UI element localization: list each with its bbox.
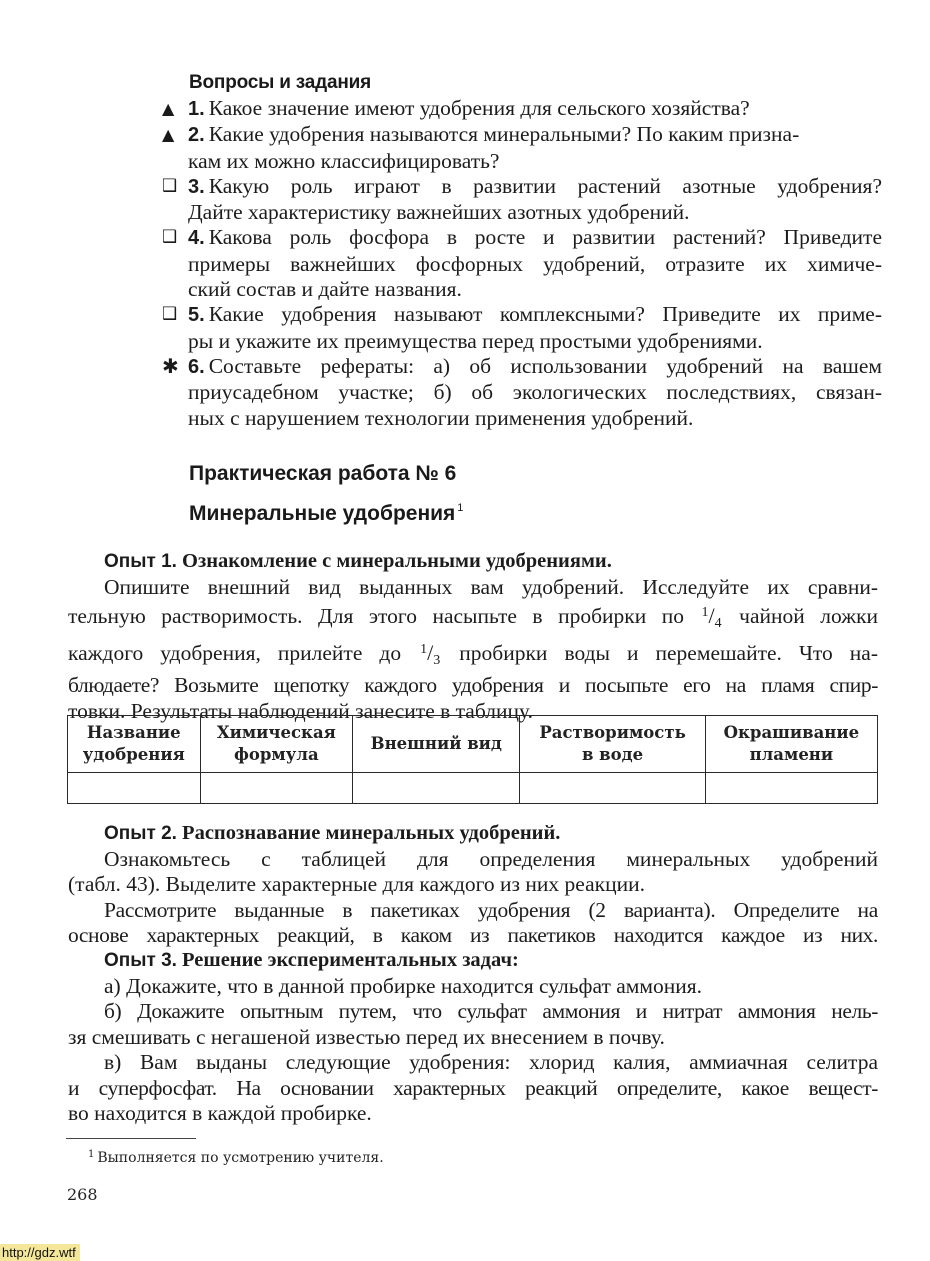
- paragraph-line: и суперфосфат. На основании характерных реакций определите, какое вещест-: [68, 1075, 878, 1100]
- question-item-2: [160, 122, 882, 174]
- table-row: [68, 773, 878, 804]
- square-icon: ❑: [162, 175, 178, 196]
- experiment-1: [68, 549, 878, 724]
- column-header-name: Название удобрения: [68, 716, 201, 773]
- question-number: 6.: [188, 355, 205, 378]
- page-number: 268: [67, 1185, 98, 1204]
- table-cell: [353, 773, 520, 804]
- experiment-title: Решение экспериментальных задач:: [182, 949, 519, 971]
- table-cell: [68, 773, 201, 804]
- paragraph-line: Ознакомьтесь с таблицей для определения минеральных удобрений: [104, 846, 878, 871]
- question-item-3: [160, 174, 882, 226]
- questions-list: [160, 96, 882, 431]
- footnote-mark: 1: [88, 1149, 95, 1160]
- question-text: Дайте характеристику важнейших азотных удобрений.: [188, 200, 690, 225]
- question-number: 2.: [188, 124, 205, 147]
- square-icon: ❑: [162, 227, 178, 248]
- practical-work-subtitle: [189, 502, 463, 526]
- footnote-divider: [66, 1138, 196, 1139]
- experiment-label: Опыт 2.: [104, 823, 177, 844]
- footnote-text: Выполняется по усмотрению учителя.: [97, 1150, 384, 1166]
- table-cell: [705, 773, 877, 804]
- column-header-formula: Химическая формула: [200, 716, 353, 773]
- practical-work-title: Практическая работа № 6: [189, 462, 457, 485]
- paragraph-line: Рассмотрите выданные в пакетиках удобрения (2 варианта). Определите на: [104, 897, 878, 922]
- questions-heading: Вопросы и задания: [189, 72, 372, 93]
- column-header-appearance: Внешний вид: [353, 716, 520, 773]
- experiment-2-heading: [68, 821, 878, 847]
- asterisk-icon: ✱: [162, 353, 179, 378]
- question-item-6: [160, 354, 882, 431]
- question-item-5: [160, 302, 882, 354]
- question-text: приусадебном участке; б) об экологических последствиях, связан-: [188, 380, 882, 405]
- table-cell: [520, 773, 705, 804]
- paragraph-line: в) Вам выданы следующие удобрения: хлорид калия, аммиачная селитра: [104, 1050, 878, 1074]
- question-text: кам их можно классифицировать?: [188, 148, 500, 173]
- question-number: 3.: [188, 175, 205, 198]
- triangle-icon: ▲: [162, 99, 175, 118]
- footnote-reference: 1: [457, 502, 464, 514]
- fraction: 1/4: [701, 603, 722, 631]
- question-text: примеры важнейших фосфорных удобрений, отразите их химиче-: [188, 251, 882, 276]
- observation-table: [67, 715, 878, 804]
- experiment-3-heading: [68, 948, 878, 974]
- paragraph-line: тельную растворимость. Для этого насыпьте в пробирки по 1/4 чайной ложки: [68, 600, 878, 637]
- paragraph-line: каждого удобрения, прилейте до 1/3 пробирки воды и перемешайте. Что на-: [68, 637, 878, 674]
- question-item-4: [160, 225, 882, 302]
- column-header-solubility: Растворимость в воде: [520, 716, 705, 773]
- question-text: Какова роль фосфора в росте и развитии растений? Приведите: [208, 225, 882, 250]
- experiment-label: Опыт 3.: [104, 950, 177, 971]
- fraction: 1/3: [420, 639, 441, 668]
- experiment-1-heading: [68, 549, 878, 575]
- experiment-2: [68, 821, 878, 949]
- paragraph-line: во находится в каждой пробирке.: [68, 1101, 372, 1125]
- question-text: Какие удобрения называют комплексными? Приведите их приме-: [208, 302, 882, 327]
- question-text: Какие удобрения называются минеральными? По каким призна-: [208, 122, 800, 147]
- footnote: [88, 1149, 384, 1166]
- watermark-link[interactable]: http://gdz.wtf: [0, 1244, 80, 1261]
- practical-work-subtitle-text: Минеральные удобрения: [189, 502, 456, 525]
- question-text: Составьте рефераты: а) об использовании удобрений на вашем: [208, 353, 882, 378]
- question-number: 4.: [188, 227, 205, 250]
- question-number: 1.: [188, 98, 205, 120]
- experiment-title: Распознавание минеральных удобрений.: [182, 822, 561, 844]
- question-text: Какую роль играют в развитии растений азотные удобрения?: [208, 173, 882, 198]
- experiment-label: Опыт 1.: [104, 551, 177, 572]
- paragraph-line: зя смешивать с негашеной известью перед их внесением в почву.: [68, 1024, 665, 1049]
- paragraph-line: товки. Результаты наблюдений занесите в таблицу.: [68, 698, 533, 723]
- question-text: Какое значение имеют удобрения для сельского хозяйства?: [208, 96, 750, 120]
- paragraph-line: блюдаете? Возьмите щепотку каждого удобрения и посыпьте его на пламя спир-: [68, 673, 878, 697]
- triangle-icon: ▲: [162, 125, 175, 145]
- table-cell: [200, 773, 353, 804]
- question-item-1: [160, 96, 882, 122]
- question-text: ский состав и дайте названия.: [188, 277, 462, 302]
- question-text: ных с нарушением технологии применения удобрений.: [188, 405, 694, 430]
- question-text: ры и укажите их преимущества перед простыми удобрениями.: [188, 328, 763, 353]
- paragraph-line: основе характерных реакций, в каком из пакетиков находится каждое из них.: [68, 923, 878, 947]
- square-icon: ❑: [162, 304, 178, 325]
- paragraph-line: Опишите внешний вид выданных вам удобрений. Исследуйте их сравни-: [104, 574, 878, 599]
- table-header-row: [68, 716, 878, 773]
- paragraph-line: а) Докажите, что в данной пробирке находится сульфат аммония.: [104, 973, 703, 998]
- question-number: 5.: [188, 304, 205, 327]
- paragraph-line: б) Докажите опытным путем, что сульфат аммония и нитрат аммония нель-: [104, 999, 878, 1023]
- experiment-3: [68, 948, 878, 1127]
- experiment-title: Ознакомление с минеральными удобрениями.: [182, 550, 612, 572]
- paragraph-line: (табл. 43). Выделите характерные для каждого из них реакции.: [68, 872, 645, 896]
- column-header-flame-color: Окрашивание пламени: [705, 716, 877, 773]
